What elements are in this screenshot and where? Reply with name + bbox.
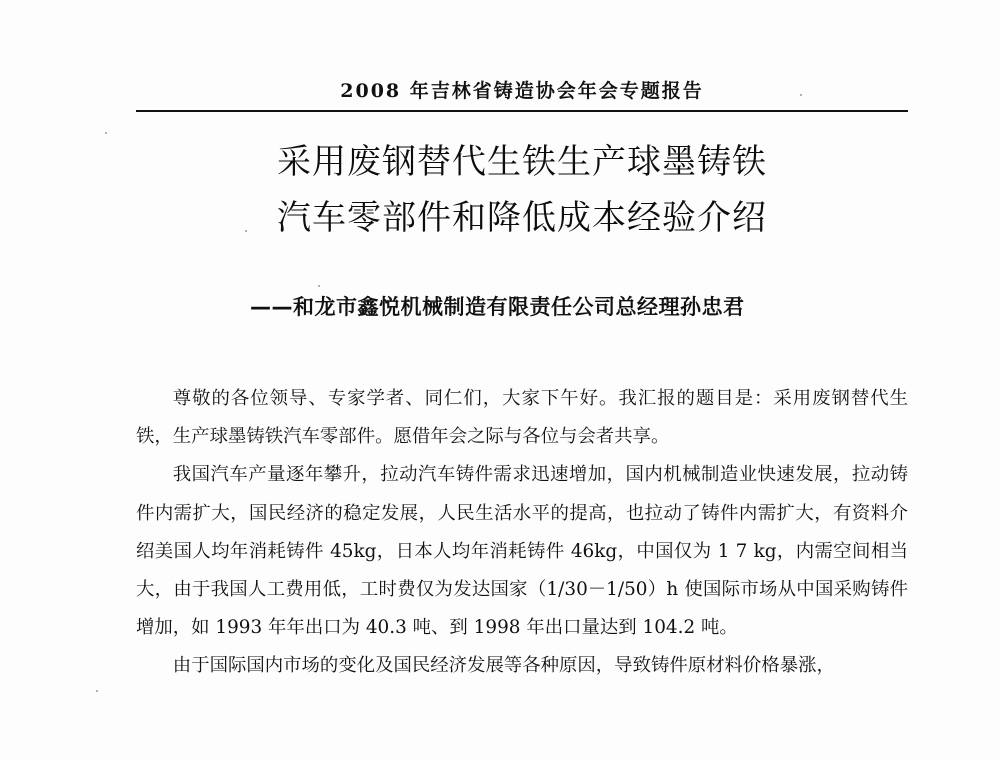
scan-speck bbox=[245, 230, 247, 232]
title-line-1: 采用废钢替代生铁生产球墨铸铁 bbox=[277, 142, 767, 182]
scan-speck bbox=[96, 690, 98, 692]
paragraph-1: 尊敬的各位领导、专家学者、同仁们，大家下午好。我汇报的题目是：采用废钢替代生铁，生产球墨铸铁汽车零部件。愿借年会之际与各位与会者共享。 bbox=[136, 388, 908, 448]
running-header: 2008 年吉林省铸造协会年会专题报告 bbox=[340, 80, 704, 102]
title-line-2: 汽车零部件和降低成本经验介绍 bbox=[277, 198, 767, 238]
paragraph-3: 由于国际国内市场的变化及国民经济发展等各种原因，导致铸件原材料价格暴涨， bbox=[172, 655, 835, 677]
scan-speck bbox=[318, 285, 320, 287]
paragraph-2: 我国汽车产量逐年攀升，拉动汽车铸件需求迅速增加，国内机械制造业快速发展，拉动铸件内需扩大，国民经济的稳定发展，人民生活水平的提高，也拉动了铸件内需扩大，有资料介绍美国人均年消耗铸件 45kg，日本人均年消耗铸件 46kg，中国仅为 1 7 kg，内需空间相当大，由于我国人工费用低，工时费仅为发达国家（1/30－1/50）h 使国际市场从中国采购铸件增加，如 1993 年年出口为 40.3 吨、到 1998 年出口量达到 104.2 吨。 bbox=[136, 464, 908, 639]
body-text bbox=[136, 380, 908, 686]
scan-speck bbox=[105, 132, 107, 134]
author-byline: ——和龙市鑫悦机械制造有限责任公司总经理孙忠君 bbox=[250, 295, 745, 319]
scan-speck bbox=[800, 94, 802, 96]
header-rule bbox=[136, 110, 908, 112]
